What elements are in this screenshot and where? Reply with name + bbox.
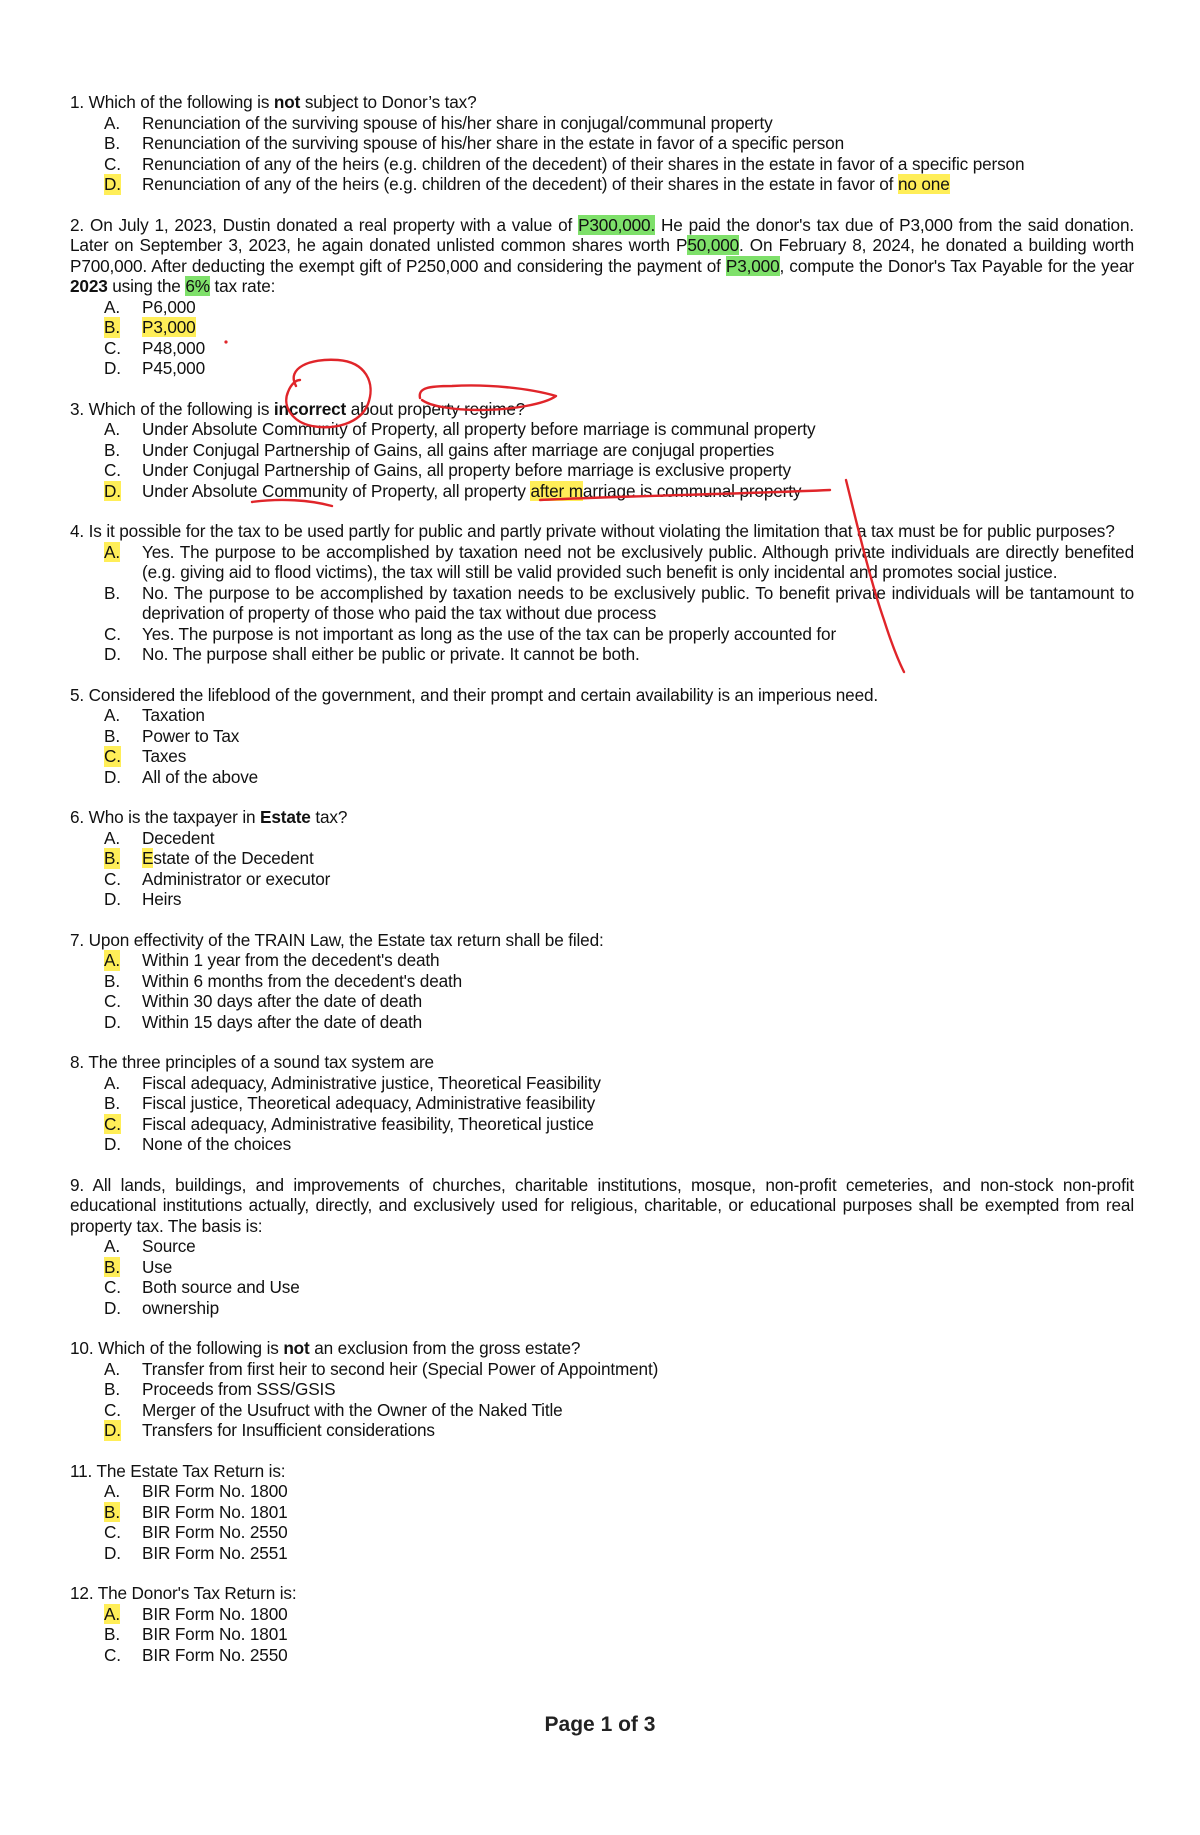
option-text: Within 6 months from the decedent's death bbox=[142, 970, 463, 991]
stem-text: 11. The Estate Tax Return is: bbox=[70, 1460, 286, 1481]
stem-text: , compute the Donor's Tax Payable for the year bbox=[779, 255, 1135, 276]
option-letter: D. bbox=[104, 766, 121, 787]
option-a bbox=[70, 113, 1134, 134]
option-letter: A. bbox=[104, 705, 120, 725]
question-stem bbox=[70, 685, 1134, 706]
question-stem bbox=[70, 1338, 1134, 1359]
option-c bbox=[70, 154, 1134, 175]
option-text: Renunciation of the surviving spouse of his/her share in conjugal/communal property bbox=[142, 112, 773, 133]
option-letter: B. bbox=[104, 1624, 120, 1644]
option-text: Source bbox=[142, 1236, 196, 1256]
option-list bbox=[70, 1073, 1134, 1155]
stem-text: 6. Who is the taxpayer in bbox=[70, 807, 261, 827]
option-letter: B. bbox=[104, 317, 120, 337]
option-text: BIR Form No. 2550 bbox=[142, 1522, 288, 1542]
option-text: Within 15 days after the date of death bbox=[142, 1011, 422, 1032]
option-text: No. The purpose shall either be public or private. It cannot be both. bbox=[142, 644, 640, 664]
option-letter: C. bbox=[104, 460, 121, 480]
option-text: Use bbox=[142, 1256, 173, 1277]
question-stem bbox=[70, 1461, 1134, 1482]
option-letter: D. bbox=[104, 1420, 121, 1440]
option-list bbox=[70, 828, 1134, 910]
option-letter: D. bbox=[104, 889, 121, 909]
option-d bbox=[70, 174, 1134, 195]
option-text: E bbox=[142, 848, 154, 868]
option-b bbox=[70, 1379, 1134, 1400]
option-letter: D. bbox=[104, 1542, 121, 1563]
page-number-label: Page 1 of 3 bbox=[544, 1713, 656, 1736]
stem-text: 1. Which of the following is bbox=[70, 92, 274, 112]
option-letter: C. bbox=[104, 746, 121, 766]
question-list bbox=[70, 92, 1134, 1685]
option-text: Yes. The purpose to be accomplished by taxation need not be exclusively public. Although private individuals are directly benefited (e.g. giving aid to flood victims), the tax will still be valid provided such benefit is only incidental and promotes social justice. bbox=[142, 541, 1134, 582]
option-letter: D. bbox=[104, 644, 121, 664]
stem-text: not bbox=[283, 1338, 310, 1358]
option-d bbox=[70, 889, 1134, 910]
option-text: All of the above bbox=[142, 766, 259, 787]
option-letter: A. bbox=[104, 1236, 120, 1256]
stem-text: 12. The Donor's Tax Return is: bbox=[70, 1583, 297, 1603]
option-list bbox=[70, 705, 1134, 787]
option-text: P45,000 bbox=[142, 358, 205, 378]
question-stem bbox=[70, 521, 1134, 542]
option-text: Power to Tax bbox=[142, 725, 240, 746]
stem-text: 3. Which of the following is bbox=[70, 398, 274, 419]
option-letter: A. bbox=[104, 296, 120, 317]
stem-text: using the bbox=[107, 276, 186, 296]
option-text: BIR Form No. 1801 bbox=[142, 1501, 288, 1522]
stem-text: 7. Upon effectivity of the TRAIN Law, the Estate tax return shall be filed: bbox=[70, 929, 604, 950]
option-text: Heirs bbox=[142, 889, 182, 909]
option-letter: B. bbox=[104, 582, 120, 603]
option-text: arriage is communal property bbox=[582, 480, 802, 501]
option-text: Merger of the Usufruct with the Owner of the Naked Title bbox=[142, 1399, 563, 1420]
question-8 bbox=[70, 1052, 1134, 1155]
option-text: BIR Form No. 2551 bbox=[142, 1542, 288, 1563]
option-d bbox=[70, 1420, 1134, 1441]
option-text: Fiscal adequacy, Administrative feasibility, Theoretical justice bbox=[142, 1113, 594, 1134]
option-c bbox=[70, 338, 1134, 359]
stem-text: P300,000. bbox=[578, 214, 656, 235]
stem-text: 5. Considered the lifeblood of the government, and their prompt and certain availability is an imperious need. bbox=[70, 684, 879, 705]
option-b bbox=[70, 317, 1134, 338]
option-list bbox=[70, 419, 1134, 501]
option-b bbox=[70, 133, 1134, 154]
option-a bbox=[70, 297, 1134, 318]
option-text: Proceeds from SSS/GSIS bbox=[142, 1379, 336, 1399]
option-a bbox=[70, 1073, 1134, 1094]
option-text: Transfer from first heir to second heir (Special Power of Appointment) bbox=[142, 1358, 659, 1379]
option-letter: C. bbox=[104, 1113, 121, 1134]
option-letter: D. bbox=[104, 1134, 121, 1154]
option-letter: B. bbox=[104, 1501, 120, 1522]
option-text: Taxation bbox=[142, 705, 205, 725]
option-letter: C. bbox=[104, 623, 121, 644]
option-a bbox=[70, 950, 1134, 971]
stem-text: tax rate: bbox=[209, 276, 276, 296]
option-text: Fiscal justice, Theoretical adequacy, Administrative feasibility bbox=[142, 1093, 596, 1113]
option-letter: A. bbox=[104, 112, 120, 133]
option-b bbox=[70, 1624, 1134, 1645]
option-text: Under Absolute Community of Property, all property before marriage is communal property bbox=[142, 419, 816, 439]
option-list bbox=[70, 950, 1134, 1032]
stem-text: 50,000 bbox=[687, 235, 740, 255]
option-letter: C. bbox=[104, 337, 121, 358]
option-text: Renunciation of any of the heirs (e.g. children of the decedent) of their shares in the estate in favor of bbox=[142, 174, 898, 194]
option-list bbox=[70, 1236, 1134, 1318]
option-b bbox=[70, 1093, 1134, 1114]
option-letter: C. bbox=[104, 991, 121, 1011]
option-a bbox=[70, 419, 1134, 440]
option-letter: A. bbox=[104, 1481, 120, 1501]
stem-text: subject to Donor’s tax? bbox=[300, 92, 477, 112]
option-list bbox=[70, 113, 1134, 195]
question-stem bbox=[70, 1175, 1134, 1237]
question-3 bbox=[70, 399, 1134, 502]
option-c bbox=[70, 1114, 1134, 1135]
stem-text: 10. Which of the following is bbox=[70, 1338, 284, 1358]
option-c bbox=[70, 1277, 1134, 1298]
option-list bbox=[70, 297, 1134, 379]
option-letter: D. bbox=[104, 1297, 121, 1318]
option-letter: B. bbox=[104, 725, 120, 746]
option-letter: C. bbox=[104, 1644, 121, 1665]
option-letter: B. bbox=[104, 1379, 120, 1399]
option-text: Taxes bbox=[142, 746, 187, 766]
option-letter: B. bbox=[104, 133, 120, 153]
option-list bbox=[70, 1481, 1134, 1563]
option-letter: A. bbox=[104, 827, 120, 848]
option-list bbox=[70, 1359, 1134, 1441]
option-letter: B. bbox=[104, 848, 120, 868]
question-stem bbox=[70, 1583, 1134, 1604]
option-c bbox=[70, 460, 1134, 481]
question-stem bbox=[70, 399, 1134, 420]
question-10 bbox=[70, 1338, 1134, 1441]
question-6 bbox=[70, 807, 1134, 910]
option-d bbox=[70, 1012, 1134, 1033]
option-letter: A. bbox=[104, 950, 120, 970]
option-text: No. The purpose to be accomplished by taxation needs to be exclusively public. To benefit private individuals will be tantamount to deprivation of property of those who paid the tax without due process bbox=[142, 582, 1134, 623]
option-letter: A. bbox=[104, 1072, 120, 1093]
option-b bbox=[70, 1502, 1134, 1523]
option-letter: A. bbox=[104, 1358, 120, 1379]
question-stem bbox=[70, 1052, 1134, 1073]
option-a bbox=[70, 828, 1134, 849]
option-letter: D. bbox=[104, 480, 121, 501]
stem-text: 2023 bbox=[70, 276, 108, 296]
question-stem bbox=[70, 807, 1134, 828]
option-text: Renunciation of any of the heirs (e.g. children of the decedent) of their shares in the estate in favor of a specific person bbox=[142, 153, 1025, 174]
option-d bbox=[70, 358, 1134, 379]
option-letter: B. bbox=[104, 439, 120, 460]
option-b bbox=[70, 726, 1134, 747]
option-text: Yes. The purpose is not important as long as the use of the tax can be properly accounted for bbox=[142, 623, 837, 644]
option-text: Both source and Use bbox=[142, 1277, 300, 1297]
option-d bbox=[70, 1543, 1134, 1564]
option-c bbox=[70, 624, 1134, 645]
option-letter: C. bbox=[104, 153, 121, 174]
stem-text: Estate bbox=[260, 807, 311, 827]
stem-text: 9. All lands, buildings, and improvements of churches, charitable institutions, mosque, non-profit cemeteries, and non-stock non-profit educational institutions actually, directly, and exclusively used for religious, charitable, or educational purposes shall be exempted from real property tax. The basis is: bbox=[70, 1174, 1134, 1236]
option-b bbox=[70, 1257, 1134, 1278]
question-7 bbox=[70, 930, 1134, 1033]
option-letter: C. bbox=[104, 1399, 121, 1420]
stem-text: P3,000 bbox=[725, 255, 780, 276]
option-b bbox=[70, 583, 1134, 624]
option-text: P6,000 bbox=[142, 296, 196, 317]
question-12 bbox=[70, 1583, 1134, 1665]
stem-text: 8. The three principles of a sound tax system are bbox=[70, 1052, 434, 1072]
option-letter: D. bbox=[104, 1011, 121, 1032]
option-list bbox=[70, 1604, 1134, 1666]
stem-text: 4. Is it possible for the tax to be used partly for public and partly private without violating the limitation that a tax must be for public purposes? bbox=[70, 521, 1115, 541]
question-stem bbox=[70, 92, 1134, 113]
option-d bbox=[70, 1134, 1134, 1155]
question-2 bbox=[70, 215, 1134, 379]
option-list bbox=[70, 542, 1134, 665]
stem-text: . On February 8, 2024, he donated a building worth P700,000. After deducting the exempt gift of P250,000 and considering the payment of bbox=[70, 235, 1134, 276]
option-a bbox=[70, 705, 1134, 726]
question-5 bbox=[70, 685, 1134, 788]
option-text: P3,000 bbox=[142, 317, 196, 337]
option-letter: C. bbox=[104, 868, 121, 889]
option-a bbox=[70, 542, 1134, 583]
option-text: BIR Form No. 1800 bbox=[142, 1481, 288, 1501]
option-text: Within 30 days after the date of death bbox=[142, 991, 422, 1011]
option-letter: A. bbox=[104, 1603, 120, 1624]
option-letter: B. bbox=[104, 1256, 120, 1277]
option-text: Renunciation of the surviving spouse of his/her share in the estate in favor of a specific person bbox=[142, 133, 845, 153]
stem-text: He paid the donor's tax due of P3,000 from the said donation. Later on September 3, 2023, he again donated unlisted common shares worth P bbox=[70, 214, 1135, 255]
stem-text: incorrect bbox=[273, 398, 347, 419]
option-letter: A. bbox=[104, 419, 120, 439]
question-4 bbox=[70, 521, 1134, 665]
option-letter: D. bbox=[104, 174, 121, 194]
option-letter: C. bbox=[104, 1277, 121, 1297]
option-c bbox=[70, 746, 1134, 767]
question-9 bbox=[70, 1175, 1134, 1319]
question-stem bbox=[70, 930, 1134, 951]
option-d bbox=[70, 481, 1134, 502]
option-c bbox=[70, 991, 1134, 1012]
page-footer bbox=[0, 1713, 1200, 1737]
option-a bbox=[70, 1236, 1134, 1257]
option-text: P48,000 bbox=[142, 337, 205, 358]
stem-text: not bbox=[273, 92, 301, 112]
question-stem bbox=[70, 215, 1134, 297]
option-a bbox=[70, 1481, 1134, 1502]
option-text: no one bbox=[897, 174, 950, 194]
option-text: Fiscal adequacy, Administrative justice, Theoretical Feasibility bbox=[142, 1072, 601, 1093]
option-text: Under Absolute Community of Property, all property bbox=[142, 480, 531, 501]
option-c bbox=[70, 869, 1134, 890]
option-text: Within 1 year from the decedent's death bbox=[142, 950, 440, 970]
option-text: Administrator or executor bbox=[142, 868, 331, 889]
option-letter: B. bbox=[104, 970, 120, 991]
option-d bbox=[70, 1298, 1134, 1319]
option-d bbox=[70, 767, 1134, 788]
option-text: BIR Form No. 1801 bbox=[142, 1624, 288, 1644]
question-11 bbox=[70, 1461, 1134, 1564]
option-text: None of the choices bbox=[142, 1134, 292, 1154]
stem-text: 2. On July 1, 2023, Dustin donated a real property with a value of bbox=[70, 214, 579, 235]
option-d bbox=[70, 644, 1134, 665]
stem-text: an exclusion from the gross estate? bbox=[309, 1338, 581, 1358]
option-letter: C. bbox=[104, 1522, 121, 1542]
stem-text: about property regime? bbox=[346, 398, 526, 419]
option-text: Under Conjugal Partnership of Gains, all property before marriage is exclusive property bbox=[142, 460, 791, 480]
option-letter: B. bbox=[104, 1093, 120, 1113]
option-text: state of the Decedent bbox=[153, 848, 314, 868]
option-b bbox=[70, 440, 1134, 461]
option-text: BIR Form No. 1800 bbox=[142, 1603, 288, 1624]
option-c bbox=[70, 1645, 1134, 1666]
stem-text: 6% bbox=[185, 276, 210, 296]
option-text: Decedent bbox=[142, 827, 215, 848]
option-b bbox=[70, 971, 1134, 992]
option-text: ownership bbox=[142, 1297, 219, 1318]
option-c bbox=[70, 1522, 1134, 1543]
option-letter: A. bbox=[104, 541, 120, 562]
option-a bbox=[70, 1359, 1134, 1380]
option-text: Transfers for Insufficient considerations bbox=[142, 1420, 435, 1440]
option-text: Under Conjugal Partnership of Gains, all gains after marriage are conjugal properties bbox=[142, 439, 775, 460]
option-c bbox=[70, 1400, 1134, 1421]
option-letter: D. bbox=[104, 358, 121, 378]
option-text: BIR Form No. 2550 bbox=[142, 1644, 288, 1665]
option-a bbox=[70, 1604, 1134, 1625]
question-1 bbox=[70, 92, 1134, 195]
option-b bbox=[70, 848, 1134, 869]
stem-text: tax? bbox=[310, 807, 348, 827]
option-text: after m bbox=[530, 480, 583, 501]
